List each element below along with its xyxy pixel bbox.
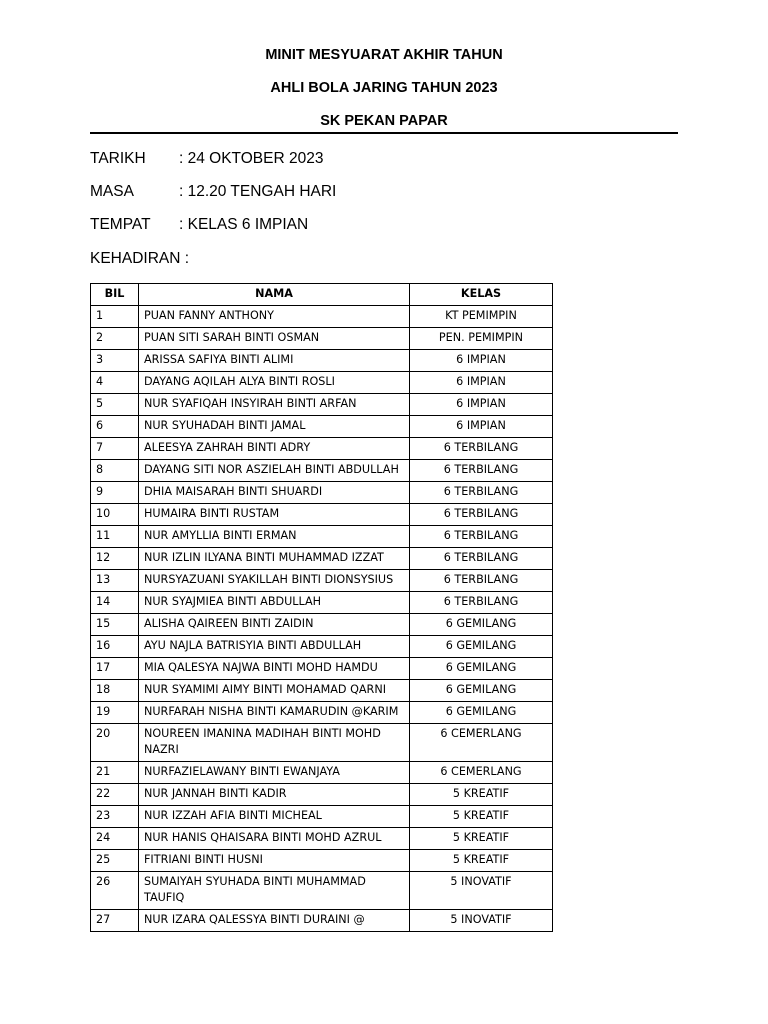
table-row xyxy=(91,872,553,910)
bil-cell: 3 xyxy=(91,350,139,372)
name-cell: NUR IZZAH AFIA BINTI MICHEAL xyxy=(139,806,410,828)
class-cell: 6 TERBILANG xyxy=(410,548,553,570)
class-cell: 6 TERBILANG xyxy=(410,482,553,504)
bil-cell: 25 xyxy=(91,850,139,872)
table-row xyxy=(91,614,553,636)
bil-cell: 5 xyxy=(91,394,139,416)
table-row xyxy=(91,806,553,828)
header-divider xyxy=(90,132,678,134)
date-label: TARIKH xyxy=(90,150,146,167)
table-row xyxy=(91,416,553,438)
bil-cell: 26 xyxy=(91,872,139,910)
bil-cell: 8 xyxy=(91,460,139,482)
table-row xyxy=(91,658,553,680)
bil-cell: 23 xyxy=(91,806,139,828)
table-header-row xyxy=(91,284,553,306)
table-row xyxy=(91,328,553,350)
bil-cell: 16 xyxy=(91,636,139,658)
header-nama: NAMA xyxy=(139,284,410,306)
class-cell: 6 GEMILANG xyxy=(410,680,553,702)
time-label: MASA xyxy=(90,183,134,200)
table-row xyxy=(91,680,553,702)
class-cell: 6 GEMILANG xyxy=(410,702,553,724)
table-row xyxy=(91,784,553,806)
class-cell: PEN. PEMIMPIN xyxy=(410,328,553,350)
class-cell: 6 TERBILANG xyxy=(410,504,553,526)
name-cell: NURSYAZUANI SYAKILLAH BINTI DIONSYSIUS xyxy=(139,570,410,592)
class-cell: 5 KREATIF xyxy=(410,806,553,828)
class-cell: 5 KREATIF xyxy=(410,784,553,806)
name-cell: AYU NAJLA BATRISYIA BINTI ABDULLAH xyxy=(139,636,410,658)
class-cell: 6 GEMILANG xyxy=(410,614,553,636)
table-row xyxy=(91,460,553,482)
bil-cell: 10 xyxy=(91,504,139,526)
class-cell: 5 INOVATIF xyxy=(410,872,553,910)
table-row xyxy=(91,724,553,762)
bil-cell: 2 xyxy=(91,328,139,350)
name-cell: HUMAIRA BINTI RUSTAM xyxy=(139,504,410,526)
table-row xyxy=(91,482,553,504)
time-value: : 12.20 TENGAH HARI xyxy=(179,183,337,200)
name-cell: DAYANG SITI NOR ASZIELAH BINTI ABDULLAH xyxy=(139,460,410,482)
class-cell: 6 GEMILANG xyxy=(410,636,553,658)
bil-cell: 27 xyxy=(91,910,139,932)
name-cell: NURFARAH NISHA BINTI KAMARUDIN @KARIM xyxy=(139,702,410,724)
bil-cell: 4 xyxy=(91,372,139,394)
attendance-table-body xyxy=(91,306,553,932)
class-cell: 6 IMPIAN xyxy=(410,394,553,416)
venue-label: TEMPAT xyxy=(90,216,151,233)
table-row xyxy=(91,702,553,724)
bil-cell: 19 xyxy=(91,702,139,724)
name-cell: ALISHA QAIREEN BINTI ZAIDIN xyxy=(139,614,410,636)
name-cell: DAYANG AQILAH ALYA BINTI ROSLI xyxy=(139,372,410,394)
date-value: : 24 OKTOBER 2023 xyxy=(179,150,324,167)
bil-cell: 9 xyxy=(91,482,139,504)
class-cell: 5 KREATIF xyxy=(410,828,553,850)
document-title: MINIT MESYUARAT AKHIR TAHUN xyxy=(265,47,503,63)
header-kelas: KELAS xyxy=(410,284,553,306)
bil-cell: 14 xyxy=(91,592,139,614)
table-row xyxy=(91,570,553,592)
bil-cell: 6 xyxy=(91,416,139,438)
document-subtitle: AHLI BOLA JARING TAHUN 2023 xyxy=(270,80,498,96)
venue-row xyxy=(90,216,308,234)
name-cell: PUAN FANNY ANTHONY xyxy=(139,306,410,328)
table-row xyxy=(91,394,553,416)
bil-cell: 24 xyxy=(91,828,139,850)
table-row xyxy=(91,504,553,526)
name-cell: NUR SYUHADAH BINTI JAMAL xyxy=(139,416,410,438)
bil-cell: 21 xyxy=(91,762,139,784)
table-row xyxy=(91,762,553,784)
name-cell: NUR IZARA QALESSYA BINTI DURAINI @ xyxy=(139,910,410,932)
class-cell: KT PEMIMPIN xyxy=(410,306,553,328)
bil-cell: 20 xyxy=(91,724,139,762)
class-cell: 6 TERBILANG xyxy=(410,460,553,482)
name-cell: ARISSA SAFIYA BINTI ALIMI xyxy=(139,350,410,372)
name-cell: SUMAIYAH SYUHADA BINTI MUHAMMAD TAUFIQ xyxy=(139,872,410,910)
name-cell: NUR SYAFIQAH INSYIRAH BINTI ARFAN xyxy=(139,394,410,416)
table-row xyxy=(91,828,553,850)
bil-cell: 18 xyxy=(91,680,139,702)
bil-cell: 13 xyxy=(91,570,139,592)
attendance-table xyxy=(90,283,553,932)
class-cell: 6 GEMILANG xyxy=(410,658,553,680)
class-cell: 6 IMPIAN xyxy=(410,372,553,394)
class-cell: 6 TERBILANG xyxy=(410,526,553,548)
name-cell: MIA QALESYA NAJWA BINTI MOHD HAMDU xyxy=(139,658,410,680)
bil-cell: 11 xyxy=(91,526,139,548)
name-cell: NUR AMYLLIA BINTI ERMAN xyxy=(139,526,410,548)
class-cell: 6 TERBILANG xyxy=(410,438,553,460)
time-row xyxy=(90,183,336,201)
name-cell: NURFAZIELAWANY BINTI EWANJAYA xyxy=(139,762,410,784)
class-cell: 6 IMPIAN xyxy=(410,350,553,372)
table-row xyxy=(91,850,553,872)
name-cell: NUR SYAMIMI AIMY BINTI MOHAMAD QARNI xyxy=(139,680,410,702)
class-cell: 6 IMPIAN xyxy=(410,416,553,438)
class-cell: 6 CEMERLANG xyxy=(410,724,553,762)
school-name: SK PEKAN PAPAR xyxy=(320,113,448,129)
name-cell: ALEESYA ZAHRAH BINTI ADRY xyxy=(139,438,410,460)
date-row xyxy=(90,150,323,168)
name-cell: NUR HANIS QHAISARA BINTI MOHD AZRUL xyxy=(139,828,410,850)
name-cell: PUAN SITI SARAH BINTI OSMAN xyxy=(139,328,410,350)
name-cell: FITRIANI BINTI HUSNI xyxy=(139,850,410,872)
bil-cell: 17 xyxy=(91,658,139,680)
name-cell: DHIA MAISARAH BINTI SHUARDI xyxy=(139,482,410,504)
venue-value: : KELAS 6 IMPIAN xyxy=(179,216,309,233)
attendance-heading: KEHADIRAN : xyxy=(90,250,190,267)
class-cell: 6 TERBILANG xyxy=(410,592,553,614)
table-row xyxy=(91,526,553,548)
table-row xyxy=(91,592,553,614)
header-bil: BIL xyxy=(91,284,139,306)
class-cell: 6 CEMERLANG xyxy=(410,762,553,784)
table-row xyxy=(91,350,553,372)
table-row xyxy=(91,306,553,328)
name-cell: NOUREEN IMANINA MADIHAH BINTI MOHD NAZRI xyxy=(139,724,410,762)
class-cell: 5 INOVATIF xyxy=(410,910,553,932)
name-cell: NUR IZLIN ILYANA BINTI MUHAMMAD IZZAT xyxy=(139,548,410,570)
table-row xyxy=(91,372,553,394)
name-cell: NUR JANNAH BINTI KADIR xyxy=(139,784,410,806)
class-cell: 6 TERBILANG xyxy=(410,570,553,592)
bil-cell: 7 xyxy=(91,438,139,460)
class-cell: 5 KREATIF xyxy=(410,850,553,872)
table-row xyxy=(91,910,553,932)
name-cell: NUR SYAJMIEA BINTI ABDULLAH xyxy=(139,592,410,614)
bil-cell: 15 xyxy=(91,614,139,636)
bil-cell: 22 xyxy=(91,784,139,806)
table-row xyxy=(91,636,553,658)
bil-cell: 1 xyxy=(91,306,139,328)
table-row xyxy=(91,548,553,570)
bil-cell: 12 xyxy=(91,548,139,570)
table-row xyxy=(91,438,553,460)
